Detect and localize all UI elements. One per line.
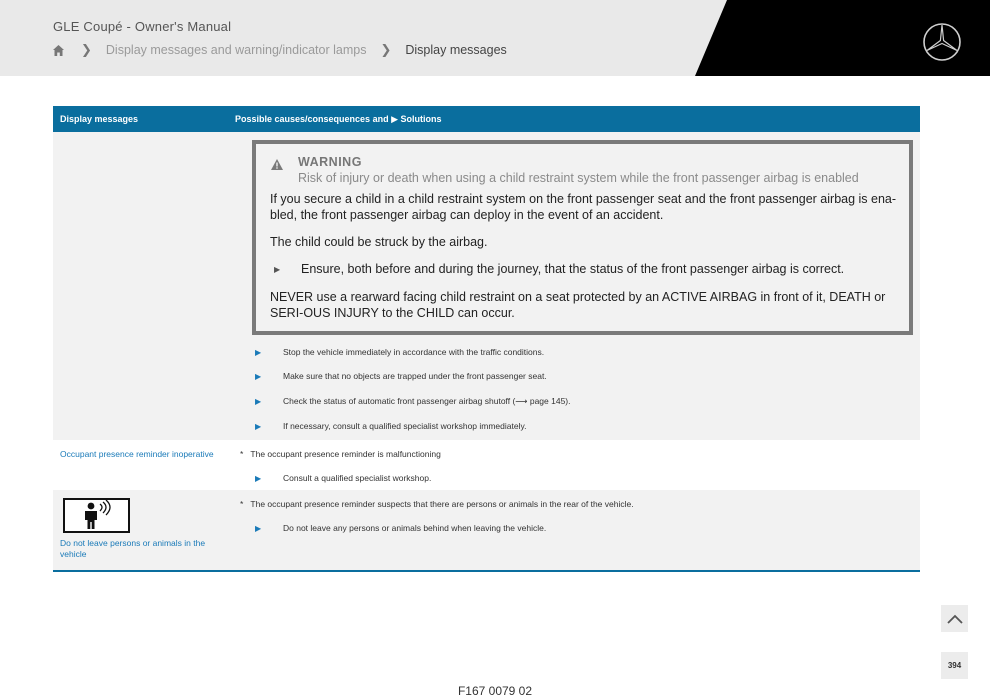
solution-step: ▶ Do not leave any persons or animals behind when leaving the vehicle. (255, 523, 547, 533)
arrow-right-icon: ▶ (255, 347, 262, 357)
page-number-button[interactable]: 394 (941, 652, 968, 679)
arrow-right-icon: ▶ (255, 397, 262, 406)
warning-paragraph: If you secure a child in a child restraint system on the front passenger seat and the front passenger airbag is ena-bled, the front passenger airbag can deploy in the event of an accident. (270, 192, 897, 222)
manual-title: GLE Coupé - Owner's Manual (53, 19, 232, 34)
warning-subtitle: Risk of injury or death when using a child restraint system while the front passenger airbag is enabled (298, 171, 859, 185)
cause-bullet: * The occupant presence reminder is malfunctioning (240, 449, 441, 459)
breadcrumb-link-display-messages-lamps[interactable]: Display messages and warning/indicator lamps (105, 43, 367, 57)
arrow-right-icon: ▶ (255, 371, 262, 381)
arrow-right-icon: ▶ (255, 523, 262, 533)
solution-step: ▶ Stop the vehicle immediately in accordance with the traffic conditions. (255, 347, 545, 357)
display-message-label: Occupant presence reminder inoperative (60, 449, 214, 459)
arrow-right-icon: ▶ (255, 421, 262, 431)
warning-instruction: Ensure, both before and during the journey, that the status of the front passenger airbag is correct. (301, 262, 845, 276)
home-icon[interactable] (52, 44, 65, 57)
table-row (53, 490, 920, 572)
mercedes-star-logo[interactable] (922, 22, 962, 62)
chevron-right-icon: ❯ (81, 42, 92, 57)
display-messages-table (53, 106, 920, 572)
warning-paragraph: NEVER use a rearward facing child restraint on a seat protected by an ACTIVE AIRBAG in front of it, DEATH or SERI-OUS INJURY to the CHILD can occur. (270, 290, 886, 320)
col-header-causes-solutions: Possible causes/consequences and ▶ Solutions (235, 113, 442, 124)
warning-box (252, 140, 913, 335)
table-row (53, 132, 920, 440)
solution-step: ▶ Consult a qualified specialist workshop. (255, 473, 432, 483)
breadcrumb-current: Display messages (405, 43, 507, 57)
solution-step: ▶ If necessary, consult a qualified specialist workshop immediately. (255, 421, 527, 431)
display-message-label: Do not leave persons or animals in the vehicle (60, 538, 206, 559)
figure-code: F167 0079 02 (457, 684, 533, 698)
table-row (53, 440, 920, 490)
warning-triangle-icon (270, 158, 284, 171)
arrow-right-icon: ▶ (255, 473, 262, 483)
occupant-reminder-pictogram (63, 498, 130, 533)
scroll-to-top-button[interactable] (941, 605, 968, 632)
chevron-right-icon: ❯ (380, 42, 392, 57)
cause-bullet: * The occupant presence reminder suspects that there are persons or animals in the rear of the vehicle. (240, 499, 634, 509)
warning-paragraph: The child could be struck by the airbag. (270, 235, 488, 249)
table-header (53, 106, 920, 132)
col-header-display-messages: Display messages (60, 114, 139, 124)
breadcrumb (52, 42, 507, 58)
arrow-right-icon: ▶ (274, 265, 281, 274)
chevron-up-icon (947, 614, 963, 624)
solution-step: ▶ Make sure that no objects are trapped under the front passenger seat. (255, 371, 547, 381)
warning-title: WARNING (298, 155, 362, 169)
solution-step: ▶ Check the status of automatic front passenger airbag shutoff (⟶ page 145). (255, 396, 571, 406)
page-header (0, 0, 990, 76)
